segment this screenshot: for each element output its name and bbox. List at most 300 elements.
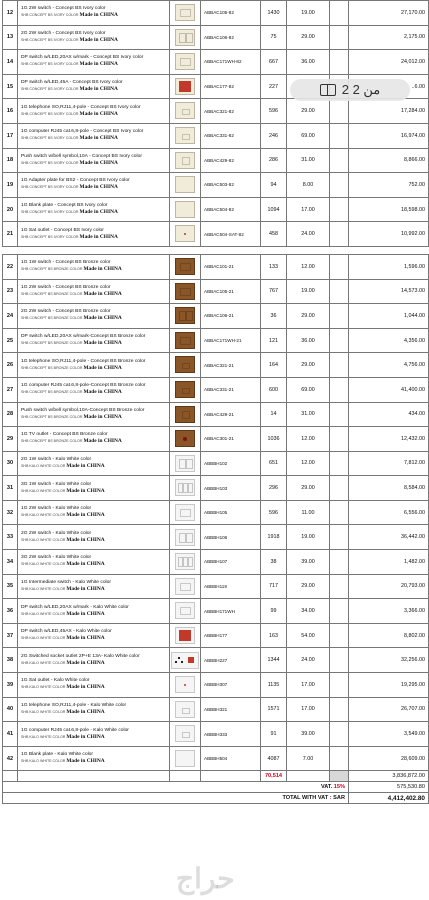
- item-total: 4,756.00: [349, 353, 429, 378]
- item-total: 8,802.00: [349, 623, 429, 648]
- item-code: ABBAC321-21: [201, 353, 261, 378]
- item-code: ABBBH177: [201, 623, 261, 648]
- item-code: ABBAC177-82: [201, 74, 261, 99]
- item-image-cell: [170, 500, 201, 525]
- empty-cell: [330, 1, 349, 26]
- item-quantity: 596: [261, 99, 287, 124]
- item-quantity: 163: [261, 623, 287, 648]
- item-brand-line: [21, 684, 169, 691]
- item-code: ABBBH333: [201, 722, 261, 747]
- table-row: [3, 697, 429, 722]
- item-unit-price: 12.00: [287, 451, 330, 476]
- double-rocker-switch-icon: [175, 29, 195, 46]
- item-brand: SHB KALO WHITE COLOR: [21, 709, 66, 714]
- item-total: 752.00: [349, 173, 429, 198]
- item-code: ABBBH504: [201, 746, 261, 771]
- vat-label-cell: [3, 782, 349, 793]
- item-total: 8,866.00: [349, 148, 429, 173]
- empty-cell: [330, 279, 349, 304]
- item-image-cell: [170, 525, 201, 550]
- item-brand-line: [21, 266, 169, 273]
- item-brand-line: [21, 234, 169, 241]
- item-number: 26: [3, 353, 18, 378]
- item-total: 7,812.00: [349, 451, 429, 476]
- item-description: 1G Blank plate - Concept BS Ivory color: [21, 203, 108, 209]
- item-origin: Made in CHINA: [66, 635, 105, 642]
- item-description: DP switch w/LED,20AX w/mark-Concept BS Bronze color: [21, 334, 146, 340]
- item-image-cell: [170, 74, 201, 99]
- item-number: 25: [3, 328, 18, 353]
- item-image-cell: [170, 623, 201, 648]
- empty-cell: [330, 353, 349, 378]
- empty-cell: [330, 623, 349, 648]
- empty-cell: [330, 222, 349, 247]
- item-quantity: 596: [261, 500, 287, 525]
- item-quantity: 14: [261, 402, 287, 427]
- item-number: 37: [3, 623, 18, 648]
- empty-cell: [330, 328, 349, 353]
- sat-outlet-icon: [175, 676, 195, 693]
- item-quantity: 1344: [261, 648, 287, 673]
- item-unit-price: 29.00: [287, 99, 330, 124]
- item-total: 1,044.00: [349, 304, 429, 329]
- table-row: [3, 25, 429, 50]
- item-brand: SHB KALO WHITE COLOR: [21, 586, 66, 591]
- item-total: 32,256.00: [349, 648, 429, 673]
- item-description-cell: [18, 599, 170, 624]
- item-description-cell: [18, 304, 170, 329]
- data-socket-icon: [175, 725, 195, 742]
- phone-socket-icon: [175, 701, 195, 718]
- table-row: [3, 476, 429, 501]
- item-code: ABBAC504-82: [201, 197, 261, 222]
- item-number: 38: [3, 648, 18, 673]
- bell-push-icon: [175, 152, 195, 169]
- item-total: 6,556.00: [349, 500, 429, 525]
- item-image-cell: [170, 173, 201, 198]
- single-rocker-switch-icon: [175, 602, 195, 619]
- item-unit-price: 24.00: [287, 222, 330, 247]
- item-code: ABBAC301-21: [201, 427, 261, 452]
- item-number: 19: [3, 173, 18, 198]
- item-brand-line: [21, 340, 169, 347]
- item-origin: Made in CHINA: [66, 708, 105, 715]
- item-unit-price: 17.00: [287, 197, 330, 222]
- item-description-cell: [18, 476, 170, 501]
- item-description: 2G 2W switch - Concept BS Ivory color: [21, 30, 106, 36]
- item-number: 31: [3, 476, 18, 501]
- item-total: 18,598.00: [349, 197, 429, 222]
- item-number: 24: [3, 304, 18, 329]
- table-row: [3, 623, 429, 648]
- item-description-cell: [18, 254, 170, 279]
- table-row: [3, 574, 429, 599]
- item-total: 3,366.00: [349, 599, 429, 624]
- item-code: ABBAC171WH-21: [201, 328, 261, 353]
- summary-row: [3, 793, 429, 804]
- item-total: 16,974.00: [349, 123, 429, 148]
- single-rocker-switch-icon: [175, 53, 195, 70]
- item-description-cell: [18, 500, 170, 525]
- item-brand: SHB CONCEPT BS IVORY COLOR: [21, 210, 79, 215]
- item-image-cell: [170, 222, 201, 247]
- item-brand: SHB CONCEPT BS IVORY COLOR: [21, 234, 79, 239]
- item-brand-line: [21, 709, 169, 716]
- item-quantity: 1918: [261, 525, 287, 550]
- item-description-cell: [18, 99, 170, 124]
- double-rocker-switch-icon: [175, 529, 195, 546]
- item-quantity: 164: [261, 353, 287, 378]
- tv-outlet-icon: [175, 430, 195, 447]
- item-total: 28,609.00: [349, 746, 429, 771]
- item-description: DP switch w/LED,20AX w/mark - Concept BS Ivory color: [21, 55, 144, 61]
- table-row: [3, 402, 429, 427]
- item-unit-price: 12.00: [287, 427, 330, 452]
- switched-socket-icon: [171, 652, 199, 669]
- item-origin: Made in CHINA: [83, 438, 122, 445]
- table-row: [3, 173, 429, 198]
- item-code: ABBAC106-82: [201, 25, 261, 50]
- item-total: 24,012.00: [349, 50, 429, 75]
- table-row: [3, 50, 429, 75]
- item-origin: Made in CHINA: [79, 12, 118, 19]
- item-image-cell: [170, 451, 201, 476]
- item-brand: SHB KALO WHITE COLOR: [21, 537, 66, 542]
- item-total: 20,793.00: [349, 574, 429, 599]
- item-image-cell: [170, 197, 201, 222]
- item-description-cell: [18, 74, 170, 99]
- vat-rate: 15%: [333, 784, 345, 791]
- item-number: 35: [3, 574, 18, 599]
- item-image-cell: [170, 304, 201, 329]
- empty-cell: [330, 697, 349, 722]
- item-origin: Made in CHINA: [66, 733, 105, 740]
- item-code: ABBAC321-82: [201, 99, 261, 124]
- item-total: 41,400.00: [349, 377, 429, 402]
- watermark-logo: [176, 862, 235, 895]
- item-description: 1G telephone SO,RJ11,4-pole - Kalo White color: [21, 702, 127, 708]
- item-number: 40: [3, 697, 18, 722]
- item-brand-line: [21, 12, 169, 19]
- item-number: 33: [3, 525, 18, 550]
- item-description-cell: [18, 222, 170, 247]
- table-row: [3, 353, 429, 378]
- item-unit-price: 11.00: [287, 500, 330, 525]
- empty-cell: [201, 771, 261, 782]
- item-total: 8,584.00: [349, 476, 429, 501]
- item-total: 434.00: [349, 402, 429, 427]
- item-brand: SHB CONCEPT BS BRONZE COLOR: [21, 341, 83, 346]
- single-rocker-switch-icon: [175, 332, 195, 349]
- logo-icon: حراج: [176, 863, 235, 894]
- item-origin: Made in CHINA: [66, 487, 105, 494]
- table-row: [3, 222, 429, 247]
- item-brand: SHB KALO WHITE COLOR: [21, 463, 66, 468]
- item-origin: Made in CHINA: [66, 512, 105, 519]
- item-image-cell: [170, 25, 201, 50]
- phone-socket-icon: [175, 356, 195, 373]
- item-unit-price: 29.00: [287, 353, 330, 378]
- item-origin: Made in CHINA: [79, 36, 118, 43]
- book-icon: [320, 84, 336, 96]
- item-origin: Made in CHINA: [66, 610, 105, 617]
- item-origin: Made in CHINA: [79, 86, 118, 93]
- item-number: 27: [3, 377, 18, 402]
- table-row: [3, 377, 429, 402]
- item-brand: SHB KALO WHITE COLOR: [21, 562, 66, 567]
- table-row: [3, 123, 429, 148]
- item-number: 30: [3, 451, 18, 476]
- item-description-cell: [18, 623, 170, 648]
- table-row: [3, 1, 429, 26]
- item-number: 18: [3, 148, 18, 173]
- item-brand-line: [21, 61, 169, 68]
- item-total: ..6.00: [349, 74, 429, 99]
- empty-cell: [3, 771, 18, 782]
- item-image-cell: [170, 574, 201, 599]
- item-code: ABBBH119: [201, 574, 261, 599]
- item-number: 42: [3, 746, 18, 771]
- item-number: 28: [3, 402, 18, 427]
- item-image-cell: [170, 550, 201, 575]
- item-brand: SHB CONCEPT BS BRONZE COLOR: [21, 365, 83, 370]
- phone-socket-icon: [175, 102, 195, 119]
- item-origin: Made in CHINA: [66, 462, 105, 469]
- table-row: [3, 279, 429, 304]
- item-brand-line: [21, 184, 169, 191]
- table-row: [3, 254, 429, 279]
- item-quantity: 4087: [261, 746, 287, 771]
- item-brand-line: [21, 438, 169, 445]
- blank-plate-icon: [175, 750, 195, 767]
- item-brand-line: [21, 758, 169, 765]
- table-row: [3, 328, 429, 353]
- item-brand: SHB CONCEPT BS BRONZE COLOR: [21, 267, 83, 272]
- item-unit-price: 39.00: [287, 722, 330, 747]
- item-origin: Made in CHINA: [66, 684, 105, 691]
- item-image-cell: [170, 50, 201, 75]
- item-image-cell: [170, 746, 201, 771]
- item-description-cell: [18, 1, 170, 26]
- item-quantity: 600: [261, 377, 287, 402]
- table-row: [3, 673, 429, 698]
- item-quantity: 1135: [261, 673, 287, 698]
- item-description: 1G telephone SO,RJ11,4-pole - Concept BS Bronze color: [21, 358, 146, 364]
- item-brand-line: [21, 86, 169, 93]
- item-number: 23: [3, 279, 18, 304]
- item-brand-line: [21, 291, 169, 298]
- item-description-cell: [18, 50, 170, 75]
- item-number: 36: [3, 599, 18, 624]
- item-brand: SHB CONCEPT BS IVORY COLOR: [21, 185, 79, 190]
- item-brand: SHB KALO WHITE COLOR: [21, 611, 66, 616]
- item-unit-price: 69.00: [287, 123, 330, 148]
- item-total: 1,482.00: [349, 550, 429, 575]
- item-quantity: 1571: [261, 697, 287, 722]
- item-brand-line: [21, 537, 169, 544]
- table-row: [3, 648, 429, 673]
- item-unit-price: 54.00: [287, 623, 330, 648]
- item-quantity: 667: [261, 50, 287, 75]
- item-description: 1G 2W switch - Kalo White color: [21, 506, 92, 512]
- empty-cell: [330, 771, 349, 782]
- empty-cell: [330, 550, 349, 575]
- item-origin: Made in CHINA: [79, 209, 118, 216]
- item-origin: Made in CHINA: [79, 233, 118, 240]
- item-unit-price: 36.00: [287, 328, 330, 353]
- item-unit-price: 31.00: [287, 148, 330, 173]
- item-description-cell: [18, 148, 170, 173]
- item-total: 10,992.00: [349, 222, 429, 247]
- item-image-cell: [170, 427, 201, 452]
- item-code: ABBBH105: [201, 500, 261, 525]
- item-unit-price: 19.00: [287, 1, 330, 26]
- item-image-cell: [170, 279, 201, 304]
- item-image-cell: [170, 648, 201, 673]
- item-description-cell: [18, 353, 170, 378]
- item-brand-line: [21, 488, 169, 495]
- item-description-cell: [18, 697, 170, 722]
- item-quantity: 296: [261, 476, 287, 501]
- item-image-cell: [170, 353, 201, 378]
- item-code: ABBBH307: [201, 673, 261, 698]
- item-image-cell: [170, 476, 201, 501]
- item-total: 27,170.00: [349, 1, 429, 26]
- sat-outlet-icon: [175, 225, 195, 242]
- empty-cell: [330, 746, 349, 771]
- item-total: 36,442.00: [349, 525, 429, 550]
- item-description-cell: [18, 279, 170, 304]
- table-row: [3, 148, 429, 173]
- item-brand-line: [21, 635, 169, 642]
- item-description: 2G 1W switch - Kalo White color: [21, 456, 92, 462]
- item-description-cell: [18, 402, 170, 427]
- item-brand-line: [21, 37, 169, 44]
- item-brand: SHB CONCEPT BS IVORY COLOR: [21, 87, 79, 92]
- item-total: 17,284.00: [349, 99, 429, 124]
- item-total: 1,596.00: [349, 254, 429, 279]
- item-number: 15: [3, 74, 18, 99]
- item-quantity: 94: [261, 173, 287, 198]
- item-unit-price: 36.00: [287, 50, 330, 75]
- item-brand-line: [21, 660, 169, 667]
- item-brand-line: [21, 611, 169, 618]
- grand-total-label: TOTAL WITH VAT : SAR: [3, 793, 349, 804]
- item-brand-line: [21, 734, 169, 741]
- item-quantity: 286: [261, 148, 287, 173]
- item-description: DP switch w/LED,45AX - Kalo White color: [21, 629, 112, 635]
- item-total: 14,573.00: [349, 279, 429, 304]
- item-description-cell: [18, 328, 170, 353]
- item-code: ABBAC429-21: [201, 402, 261, 427]
- item-number: 39: [3, 673, 18, 698]
- item-brand-line: [21, 209, 169, 216]
- item-unit-price: 31.00: [287, 402, 330, 427]
- item-brand: SHB CONCEPT BS IVORY COLOR: [21, 62, 79, 67]
- item-origin: Made in CHINA: [66, 758, 105, 765]
- item-description: 1G Blank plate - Kalo White color: [21, 752, 94, 758]
- grand-total: 4,412,402.80: [349, 793, 429, 804]
- item-quantity: 1430: [261, 1, 287, 26]
- table-row: [3, 197, 429, 222]
- item-unit-price: 17.00: [287, 673, 330, 698]
- item-total: 12,432.00: [349, 427, 429, 452]
- item-code: ABBAC105-21: [201, 279, 261, 304]
- item-number: 16: [3, 99, 18, 124]
- empty-cell: [330, 304, 349, 329]
- item-description-cell: [18, 550, 170, 575]
- item-brand: SHB KALO WHITE COLOR: [21, 734, 66, 739]
- triple-rocker-switch-icon: [175, 479, 195, 496]
- item-brand: SHB CONCEPT BS IVORY COLOR: [21, 136, 79, 141]
- item-description: 1G Sat outlet - Concept BS Ivory color: [21, 227, 104, 233]
- table-row: [3, 746, 429, 771]
- item-number: 34: [3, 550, 18, 575]
- item-image-cell: [170, 328, 201, 353]
- empty-cell: [330, 402, 349, 427]
- item-quantity: 717: [261, 574, 287, 599]
- item-image-cell: [170, 123, 201, 148]
- single-rocker-switch-icon: [175, 578, 195, 595]
- item-quantity: 99: [261, 599, 287, 624]
- item-total: 4,356.00: [349, 328, 429, 353]
- item-brand: SHB KALO WHITE COLOR: [21, 636, 66, 641]
- item-brand: SHB CONCEPT BS BRONZE COLOR: [21, 291, 83, 296]
- item-origin: Made in CHINA: [79, 110, 118, 117]
- item-brand: SHB CONCEPT BS IVORY COLOR: [21, 37, 79, 42]
- item-description-cell: [18, 173, 170, 198]
- summary-row: [3, 782, 429, 793]
- empty-cell: [330, 148, 349, 173]
- item-quantity: 651: [261, 451, 287, 476]
- item-description-cell: [18, 25, 170, 50]
- item-description: 2G Switched socket outlet 2P+E 13A- Kalo White color: [21, 653, 140, 659]
- item-description: 1G Intermediate switch - Kalo White color: [21, 579, 111, 585]
- item-brand-line: [21, 561, 169, 568]
- item-brand: SHB KALO WHITE COLOR: [21, 513, 66, 518]
- page-indicator[interactable]: [290, 79, 410, 101]
- item-unit-price: 12.00: [287, 254, 330, 279]
- item-quantity: 767: [261, 279, 287, 304]
- table-row: [3, 99, 429, 124]
- item-total: 26,707.00: [349, 697, 429, 722]
- item-number: 21: [3, 222, 18, 247]
- item-code: ABBAC171WH-82: [201, 50, 261, 75]
- item-code: ABBBH227: [201, 648, 261, 673]
- item-brand-line: [21, 365, 169, 372]
- item-unit-price: 29.00: [287, 574, 330, 599]
- item-brand: SHB KALO WHITE COLOR: [21, 685, 66, 690]
- item-description-cell: [18, 525, 170, 550]
- table-row: [3, 525, 429, 550]
- item-origin: Made in CHINA: [83, 364, 122, 371]
- quotation-table-ivory: [2, 0, 429, 247]
- item-quantity: 1094: [261, 197, 287, 222]
- item-brand-line: [21, 315, 169, 322]
- item-code: ABBAC331-21: [201, 377, 261, 402]
- item-quantity: 133: [261, 254, 287, 279]
- item-description: 1G computer RJ45 cat.6,8-pole - Concept BS Ivory color: [21, 129, 144, 135]
- empty-cell: [18, 771, 170, 782]
- item-quantity: 458: [261, 222, 287, 247]
- item-total: 19,295.00: [349, 673, 429, 698]
- item-code: ABBBH321: [201, 697, 261, 722]
- item-quantity: 227: [261, 74, 287, 99]
- item-origin: Made in CHINA: [83, 290, 122, 297]
- page-indicator-text: 2 من 2: [341, 82, 381, 97]
- item-brand: SHB CONCEPT BS IVORY COLOR: [21, 160, 79, 165]
- item-origin: Made in CHINA: [79, 135, 118, 142]
